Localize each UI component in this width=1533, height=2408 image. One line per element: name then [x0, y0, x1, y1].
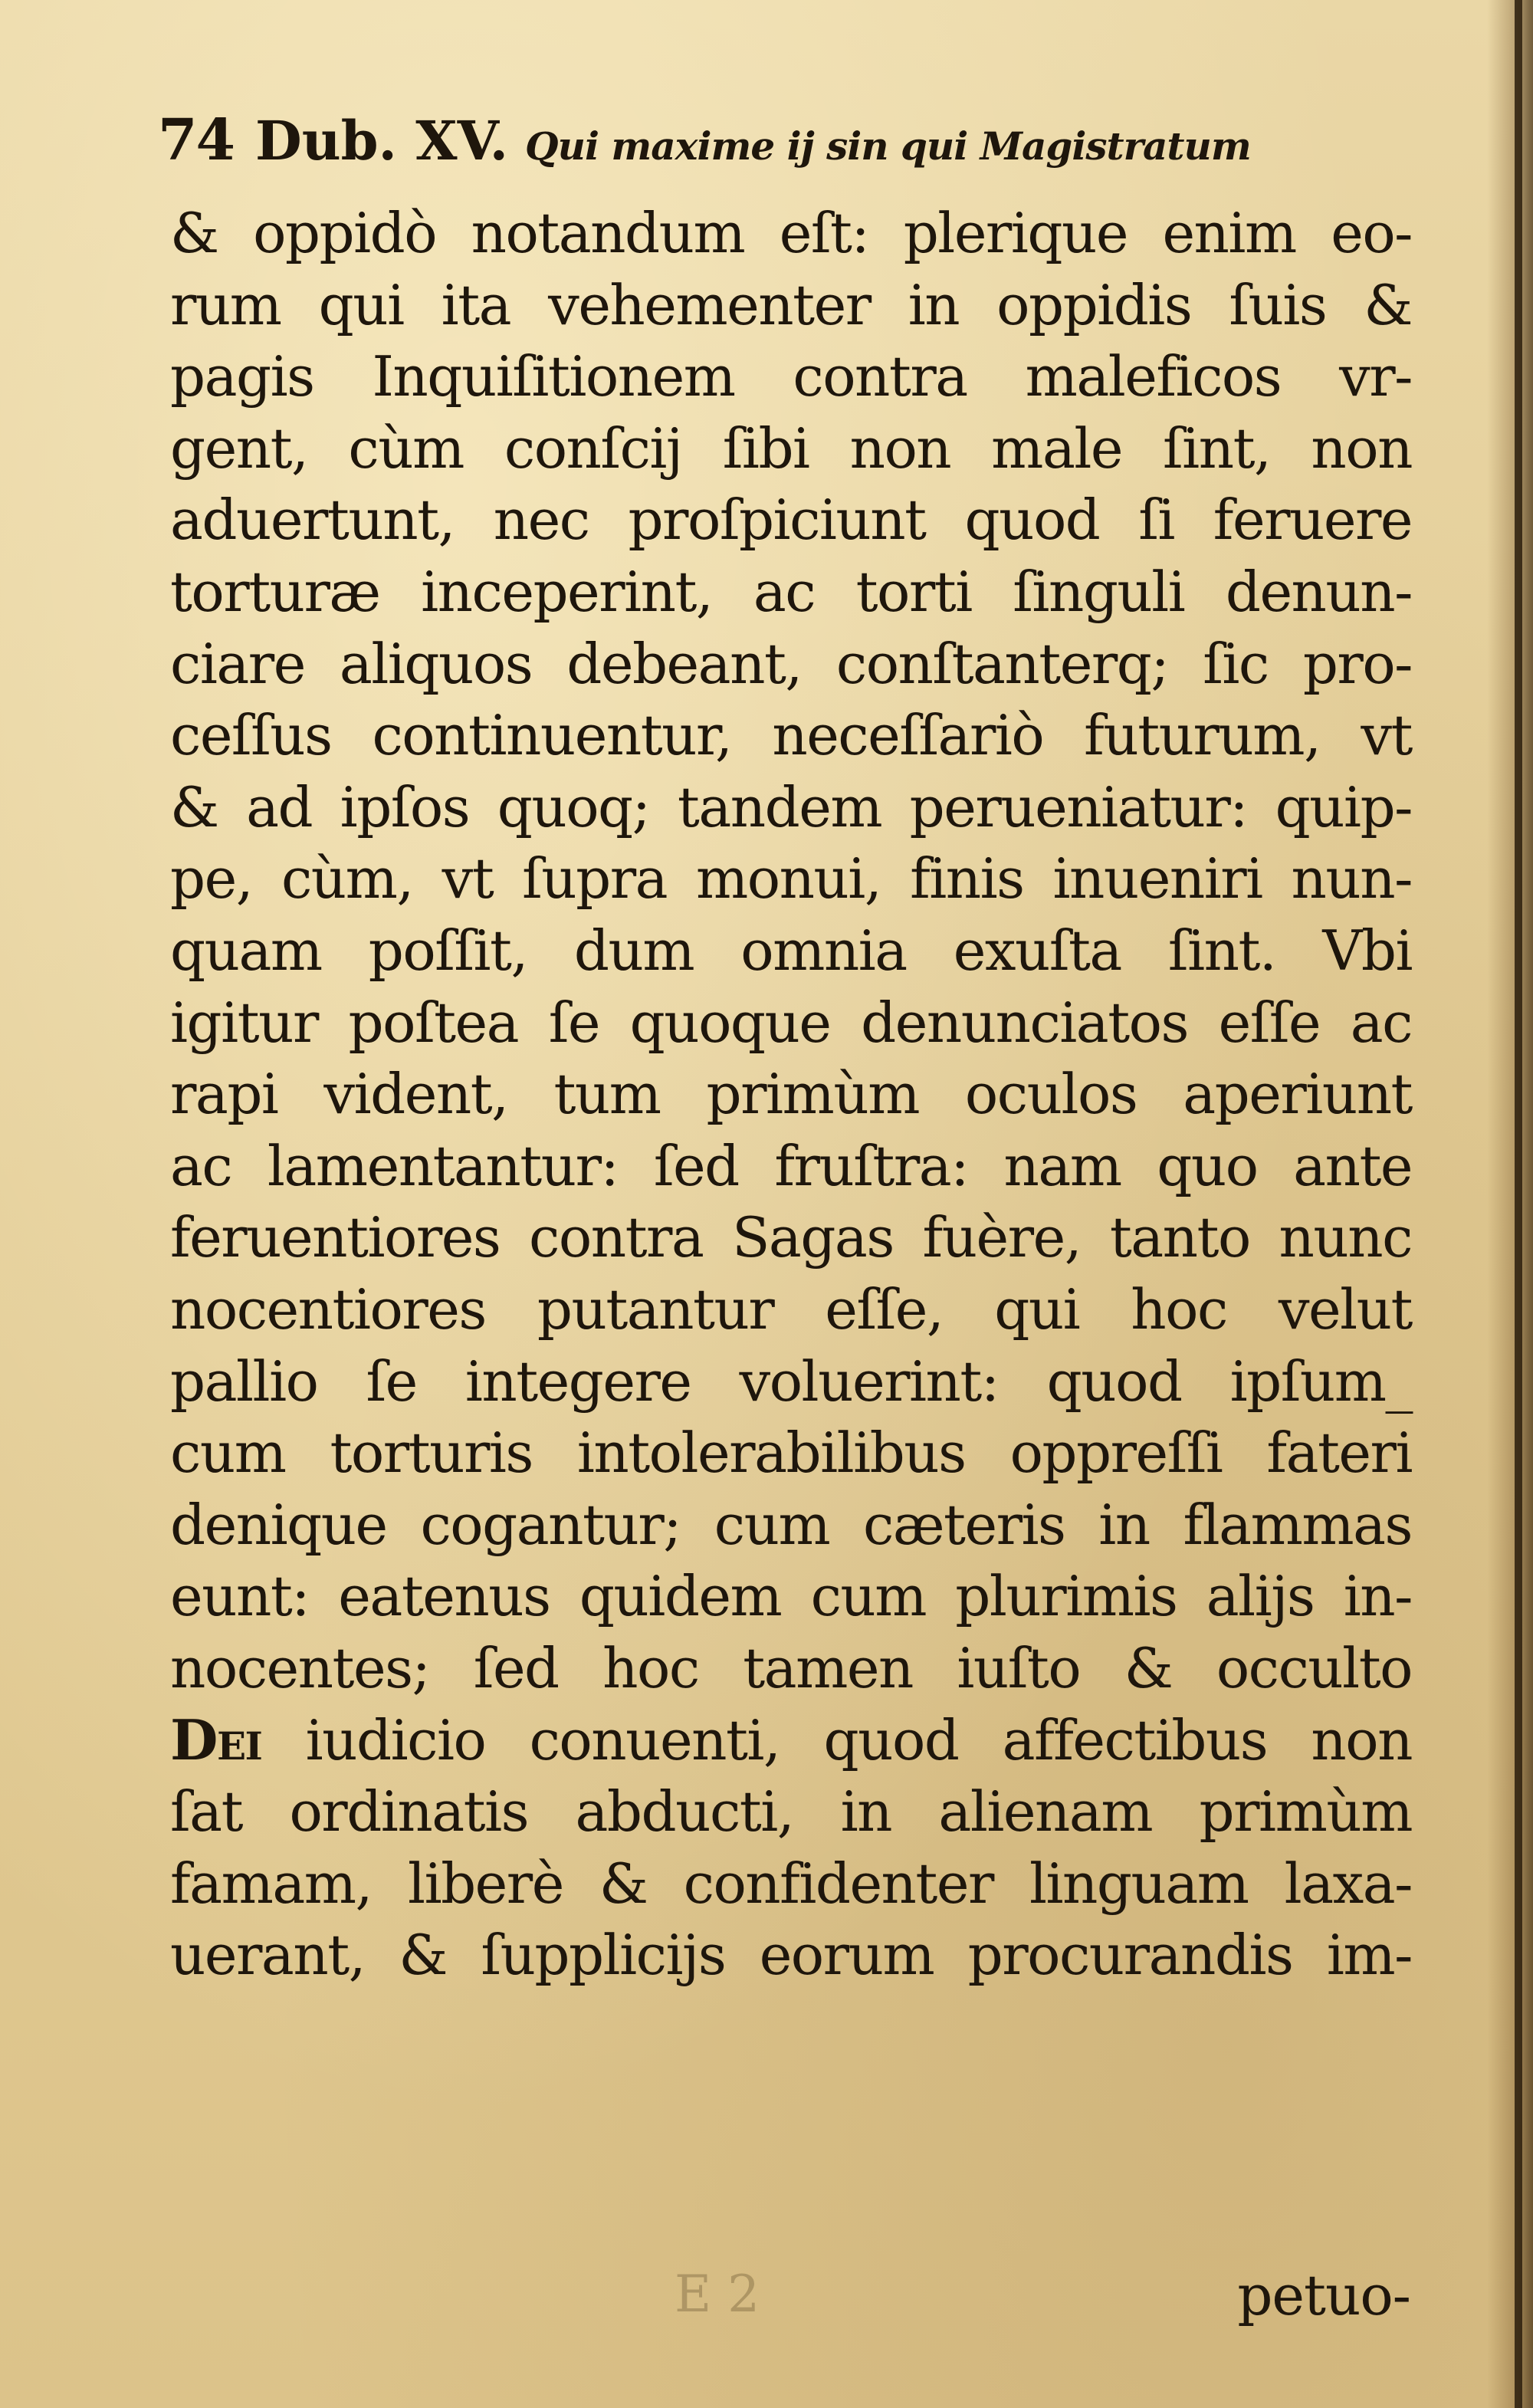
running-head	[158, 107, 1354, 184]
text-line: quam poſſit, dum omnia exuſta ſint. Vbi	[170, 918, 1412, 983]
text-line: uerant, & ſupplicijs eorum procurandis im-	[170, 1923, 1412, 1988]
text-line: famam, liberè & confidenter linguam laxa-	[170, 1851, 1412, 1916]
text-line: rum qui ita vehementer in oppidis ſuis &	[170, 272, 1412, 337]
text-line: & ad ipſos quoq; tandem perueniatur: quip-	[170, 774, 1412, 839]
dei-smallcaps: Dei	[170, 1707, 262, 1773]
text-line: pe, cùm, vt ſupra monui, finis inueniri nun-	[170, 846, 1412, 912]
text-line: nocentes; ſed hoc tamen iuſto & occulto	[170, 1635, 1412, 1700]
text-line: torturæ inceperint, ac torti ſinguli denun-	[170, 559, 1412, 624]
text-line: aduertunt, nec proſpiciunt quod ſi feruere	[170, 488, 1412, 553]
running-head-title: Dub. XV.	[254, 109, 509, 172]
page-edge-line	[1515, 0, 1522, 2408]
running-head-subtitle: Qui maxime ij sin qui Magistratum	[525, 123, 1251, 169]
text-line: gent, cùm conſcij ſibi non male ſint, non	[170, 416, 1412, 481]
text-line: nocentiores putantur eſſe, qui hoc velut	[170, 1276, 1412, 1342]
text-line-rest: iudicio conuenti, quod affectibus non	[261, 1708, 1412, 1773]
signature-mark: E 2	[675, 2265, 760, 2324]
text-line: ac lamentantur: ſed fruſtra: nam quo ante	[170, 1133, 1412, 1198]
text-line: cum torturis intolerabilibus oppreſſi fateri	[170, 1421, 1412, 1486]
text-line: ceſſus continuentur, neceſſariò futurum, vt	[170, 703, 1412, 768]
page-edge-shadow	[1487, 0, 1533, 2408]
text-line: pagis Inquiſitionem contra maleficos vr-	[170, 344, 1412, 409]
page-number: 74	[158, 107, 234, 173]
catchword: petuo-	[1237, 2263, 1410, 2328]
text-line: feruentiores contra Sagas fuère, tanto nunc	[170, 1205, 1412, 1270]
text-line: pallio ſe integere voluerint: quod ipſum_	[170, 1349, 1412, 1414]
text-line: eunt: eatenus quidem cum plurimis alijs in-	[170, 1564, 1412, 1629]
text-line: igitur poſtea ſe quoque denunciatos eſſe ac	[170, 990, 1412, 1055]
body-text	[170, 198, 1412, 1992]
text-line: rapi vident, tum primùm oculos aperiunt	[170, 1062, 1412, 1127]
text-line: denique cogantur; cum cæteris in flammas	[170, 1492, 1412, 1557]
text-line	[170, 1704, 1412, 1776]
text-line: ciare aliquos debeant, conſtanterq; ſic pro-	[170, 631, 1412, 696]
text-line: & oppidò notandum eſt: plerique enim eo-	[170, 201, 1412, 265]
text-line: ſat ordinatis abducti, in alienam primùm	[170, 1779, 1412, 1845]
